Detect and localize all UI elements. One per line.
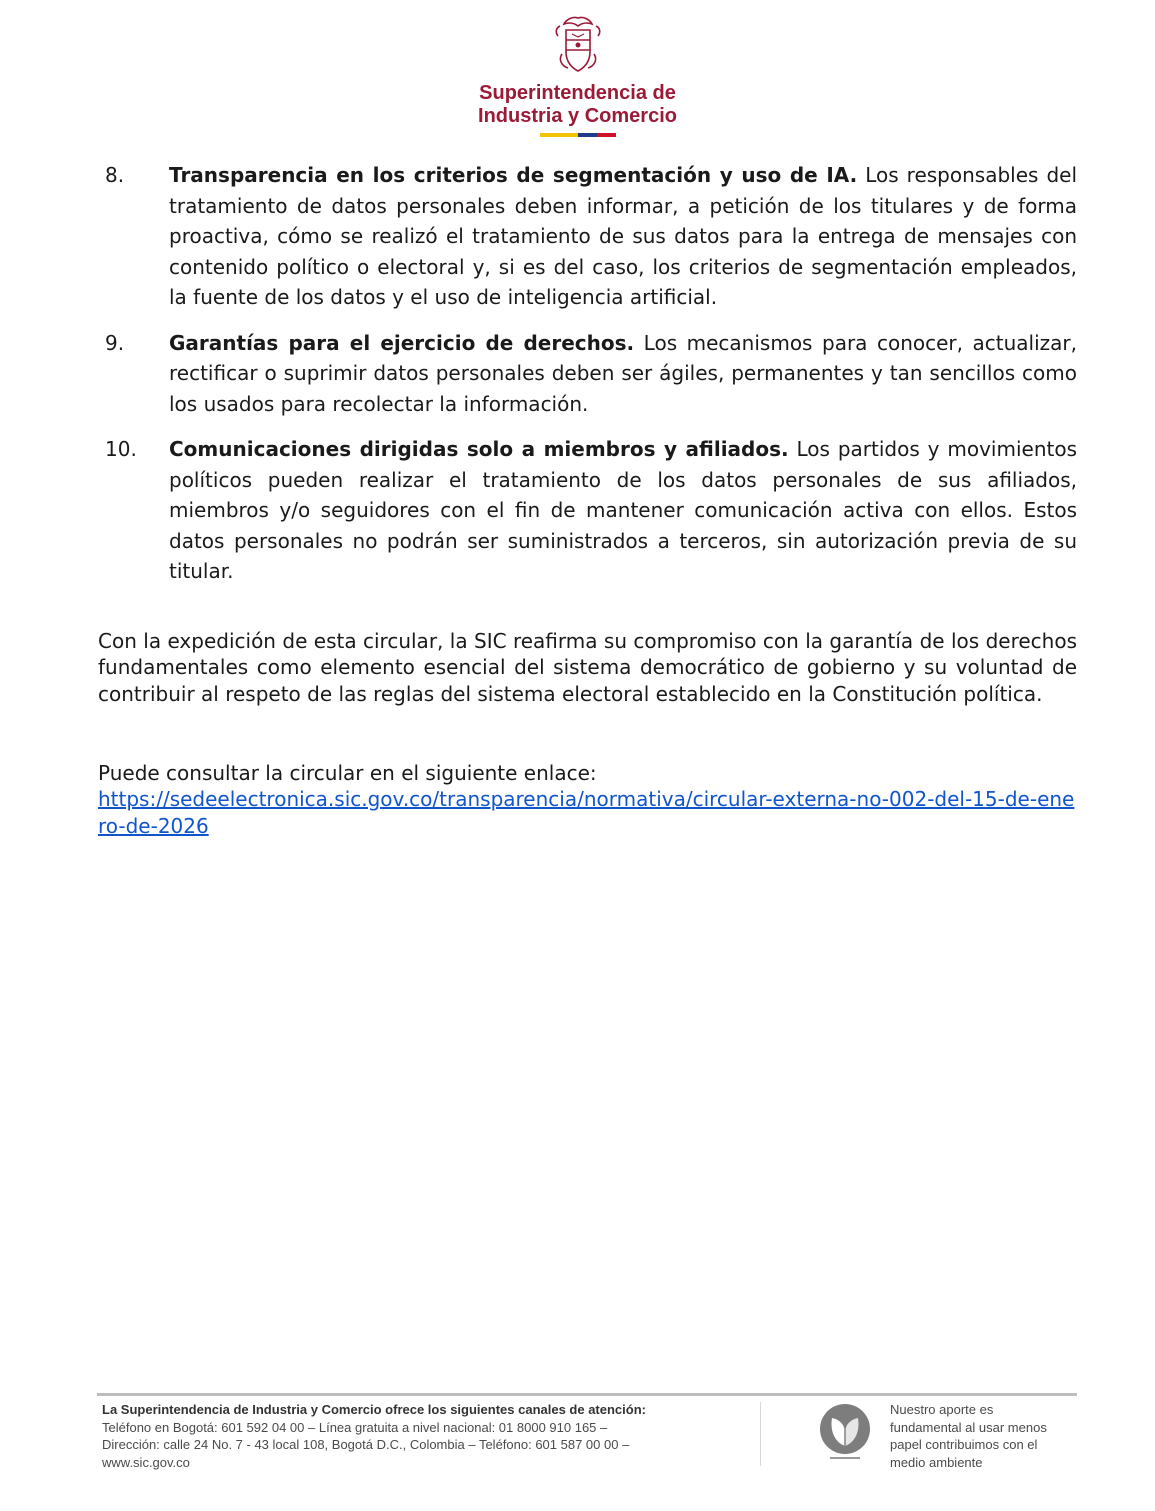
list-item [98, 434, 1077, 587]
closing-paragraph: Con la expedición de esta circular, la SIC reafirma su compromiso con la garantía de los derechos fundamentales como elemento esencial del sistema democrático de gobierno y su voluntad de contribuir al respeto de las reglas del sistema electoral establecido en la Constitución política. [98, 629, 1077, 706]
footer-line: www.sic.gov.co [102, 1454, 190, 1470]
organization-name [0, 82, 1155, 128]
eco-line: fundamental al usar menos [890, 1419, 1047, 1435]
flag-stripe [540, 133, 616, 137]
link-paragraph [98, 760, 1077, 839]
numbered-list [98, 160, 1077, 602]
footer-line: La Superintendencia de Industria y Comercio ofrece los siguientes canales de atención: [102, 1402, 646, 1417]
item-title: Garantías para el ejercicio de derechos. [169, 330, 635, 355]
footer-vertical-divider [760, 1402, 761, 1466]
list-item [98, 160, 1077, 313]
list-item [98, 328, 1077, 420]
eco-leaf-icon [818, 1402, 872, 1462]
item-text: Los responsables del tratamiento de datos personales deben informar, a petición de los titulares y de forma proactiva, cómo se realizó el tratamiento de sus datos para la entrega de mensajes con contenido político o electoral y, si es del caso, los criterios de segmentación empleados, la fuente de los datos y el uso de inteligencia artificial. [169, 163, 1077, 309]
item-body [169, 434, 1077, 587]
link-intro: Puede consultar la circular en el siguiente enlace: [98, 761, 597, 785]
footer-line: Dirección: calle 24 No. 7 - 43 local 108, Bogotá D.C., Colombia – Teléfono: 601 587 00 00 – [102, 1437, 630, 1452]
item-text: Los mecanismos para conocer, actualizar, rectificar o suprimir datos personales deben ser ágiles, permanentes y tan sencillos como los usados para recolectar la información. [169, 330, 1077, 416]
eco-line: papel contribuimos con el [890, 1437, 1038, 1452]
eco-line: medio ambiente [890, 1454, 983, 1470]
footer-divider-line [97, 1393, 1077, 1396]
item-title: Comunicaciones dirigidas solo a miembros y afiliados. [169, 437, 789, 461]
item-title: Transparencia en los criterios de segmentación y uso de IA. [169, 163, 858, 187]
organization-name-line1: Superintendencia de [479, 82, 676, 104]
eco-line: Nuestro aporte es [890, 1402, 994, 1417]
coat-of-arms-icon [552, 14, 604, 76]
item-number: 9. [105, 330, 125, 355]
item-number: 10. [105, 437, 137, 461]
item-body [169, 328, 1077, 420]
organization-name-line2: Industria y Comercio [478, 105, 677, 127]
page-header [0, 14, 1155, 137]
footer-contact-info [102, 1401, 742, 1471]
item-number: 8. [105, 163, 125, 187]
circular-link[interactable]: https://sedeelectronica.sic.gov.co/transparencia/normativa/circular-externa-no-002-del-15-de-enero-de-2026 [98, 787, 1075, 838]
item-text: Los partidos y movimientos políticos pueden realizar el tratamiento de los datos personales de sus afiliados, miembros y/o seguidores con el fin de mantener comunicación activa con ellos. Estos datos personales no podrán ser suministrados a terceros, sin autorización previa de su titular. [169, 437, 1077, 583]
footer-eco-message [890, 1401, 1075, 1471]
footer-line: Teléfono en Bogotá: 601 592 04 00 – Línea gratuita a nivel nacional: 01 8000 910 165 – [102, 1419, 608, 1435]
item-body [169, 160, 1077, 313]
